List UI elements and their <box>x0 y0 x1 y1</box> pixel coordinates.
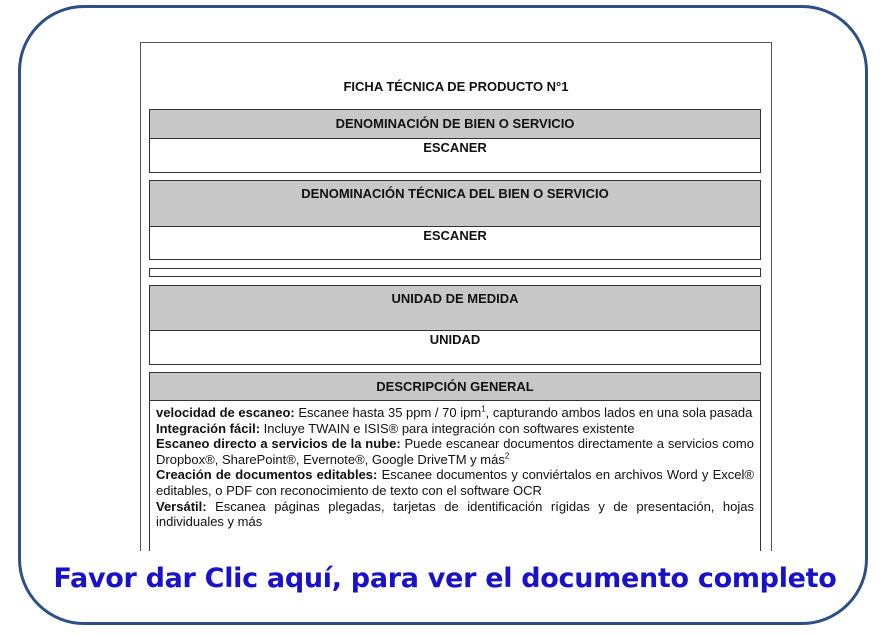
item-text: , capturando ambos lados en una sola pasada <box>485 405 753 420</box>
item-text: Puede escanear documentos directamente a servicios como Dropbox®, SharePoint®, Evernote®, Google DriveTM y más <box>156 436 754 467</box>
description-item <box>156 421 754 437</box>
section-spacer <box>149 268 761 277</box>
section-header: DENOMINACIÓN TÉCNICA DEL BIEN O SERVICIO <box>150 181 760 227</box>
item-label: velocidad de escaneo: <box>156 405 295 420</box>
description-body <box>150 401 760 530</box>
section-unidad <box>149 285 761 365</box>
section-denominacion-tecnica <box>149 180 761 260</box>
item-text: Escanea páginas plegadas, tarjetas de identificación rígidas y de presentación, hojas individuales y más <box>156 498 754 530</box>
section-descripcion <box>149 372 761 551</box>
item-text: Incluye TWAIN e ISIS® para integración con softwares existente <box>260 420 635 436</box>
section-value: ESCANER <box>150 139 760 156</box>
view-full-document-link[interactable]: Favor dar Clic aquí, para ver el documento completo <box>53 563 837 594</box>
item-label: Escaneo directo a servicios de la nube: <box>156 436 401 452</box>
description-item <box>156 405 754 421</box>
footnote-ref: 2 <box>504 451 510 461</box>
item-text: Escanee documentos y conviértalos en archivos Word y Excel® editables, o PDF con reconocimiento de texto con el software OCR <box>156 467 754 498</box>
footnote-ref: 1 <box>481 404 486 414</box>
section-header: UNIDAD DE MEDIDA <box>150 286 760 331</box>
item-label: Creación de documentos editables: <box>156 467 378 483</box>
document-preview[interactable] <box>140 42 772 551</box>
item-label: Versátil: <box>156 498 207 514</box>
section-header: DESCRIPCIÓN GENERAL <box>150 373 760 401</box>
item-label: Integración fácil: <box>156 420 261 436</box>
section-header: DENOMINACIÓN DE BIEN O SERVICIO <box>150 110 760 139</box>
description-item <box>156 436 754 467</box>
section-denominacion <box>149 109 761 173</box>
description-item <box>156 499 754 530</box>
description-item <box>156 467 754 498</box>
section-value: UNIDAD <box>150 331 760 348</box>
section-value: ESCANER <box>150 227 760 244</box>
item-text: Escanee hasta 35 ppm / 70 ipm <box>294 405 482 420</box>
document-title: FICHA TÉCNICA DE PRODUCTO N°1 <box>343 79 569 94</box>
